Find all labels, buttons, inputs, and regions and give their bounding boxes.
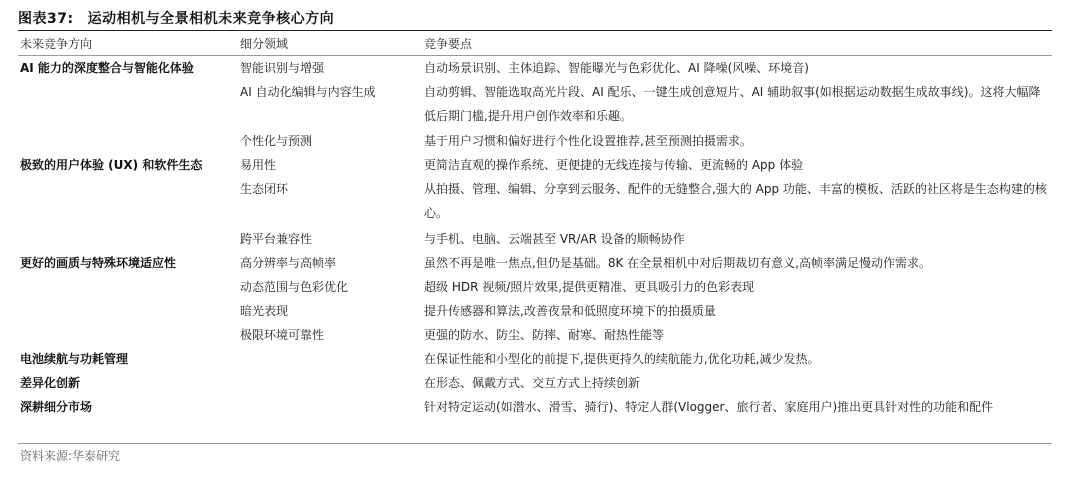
row-area: AI 自动化编辑与内容生成 [240,85,376,99]
row-points: 提升传感器和算法,改善夜景和低照度环境下的拍摄质量 [424,304,716,318]
table-top-rule [18,30,1052,31]
row-direction: 深耕细分市场 [20,400,93,414]
row-area: 跨平台兼容性 [240,232,313,246]
header-direction: 未来竞争方向 [20,37,93,51]
row-area: 暗光表现 [240,304,289,318]
row-points: 更简洁直观的操作系统、更便捷的无线连接与传输、更流畅的 App 体验 [424,158,804,172]
figure-title [18,8,334,28]
row-area: 易用性 [240,158,277,172]
header-points: 竞争要点 [424,37,473,51]
row-direction: 极致的用户体验 (UX) 和软件生态 [20,158,203,172]
row-points: 更强的防水、防尘、防摔、耐寒、耐热性能等 [424,328,665,342]
row-direction: 电池续航与功耗管理 [20,352,129,366]
figure-title-text: 运动相机与全景相机未来竞争核心方向 [87,11,335,27]
row-points: 自动场景识别、主体追踪、智能曝光与色彩优化、AI 降噪(风噪、环境音) [424,61,809,75]
row-points: 在形态、佩戴方式、交互方式上持续创新 [424,376,641,390]
row-direction: 更好的画质与特殊环境适应性 [20,256,177,270]
row-points: 虽然不再是唯一焦点,但仍是基础。8K 在全景相机中对后期裁切有意义,高帧率满足慢动作需求。 [424,256,931,270]
row-area: 高分辨率与高帧率 [240,256,337,270]
row-points: 针对特定运动(如潜水、滑雪、骑行)、特定人群(Vlogger、旅行者、家庭用户)推出更具针对性的功能和配件 [424,400,994,414]
row-points: 自动剪辑、智能选取高光片段、AI 配乐、一键生成创意短片、AI 辅助叙事(如根据运动数据生成故事线)。这将大幅降低后期门槛,提升用户创作效率和乐趣。 [424,85,1041,123]
header-area: 细分领域 [240,37,289,51]
row-area: 极限环境可靠性 [240,328,325,342]
row-direction: AI 能力的深度整合与智能化体验 [20,61,194,75]
table-bottom-rule [18,443,1052,444]
row-area: 个性化与预测 [240,134,313,148]
figure-label: 图表37: [18,11,74,27]
row-points: 与手机、电脑、云端甚至 VR/AR 设备的顺畅协作 [424,232,685,246]
row-area: 生态闭环 [240,182,289,196]
row-points: 超级 HDR 视频/照片效果,提供更精准、更具吸引力的色彩表现 [424,280,755,294]
row-direction: 差异化创新 [20,376,81,390]
row-points: 基于用户习惯和偏好进行个性化设置推荐,甚至预测拍摄需求。 [424,134,752,148]
row-points: 从拍摄、管理、编辑、分享到云服务、配件的无缝整合,强大的 App 功能、丰富的模板、活跃的社区将是生态构建的核心。 [424,182,1047,220]
source-note: 资料来源:华泰研究 [20,449,121,463]
row-area: 动态范围与色彩优化 [240,280,349,294]
row-area: 智能识别与增强 [240,61,325,75]
row-points: 在保证性能和小型化的前提下,提供更持久的续航能力,优化功耗,减少发热。 [424,352,820,366]
